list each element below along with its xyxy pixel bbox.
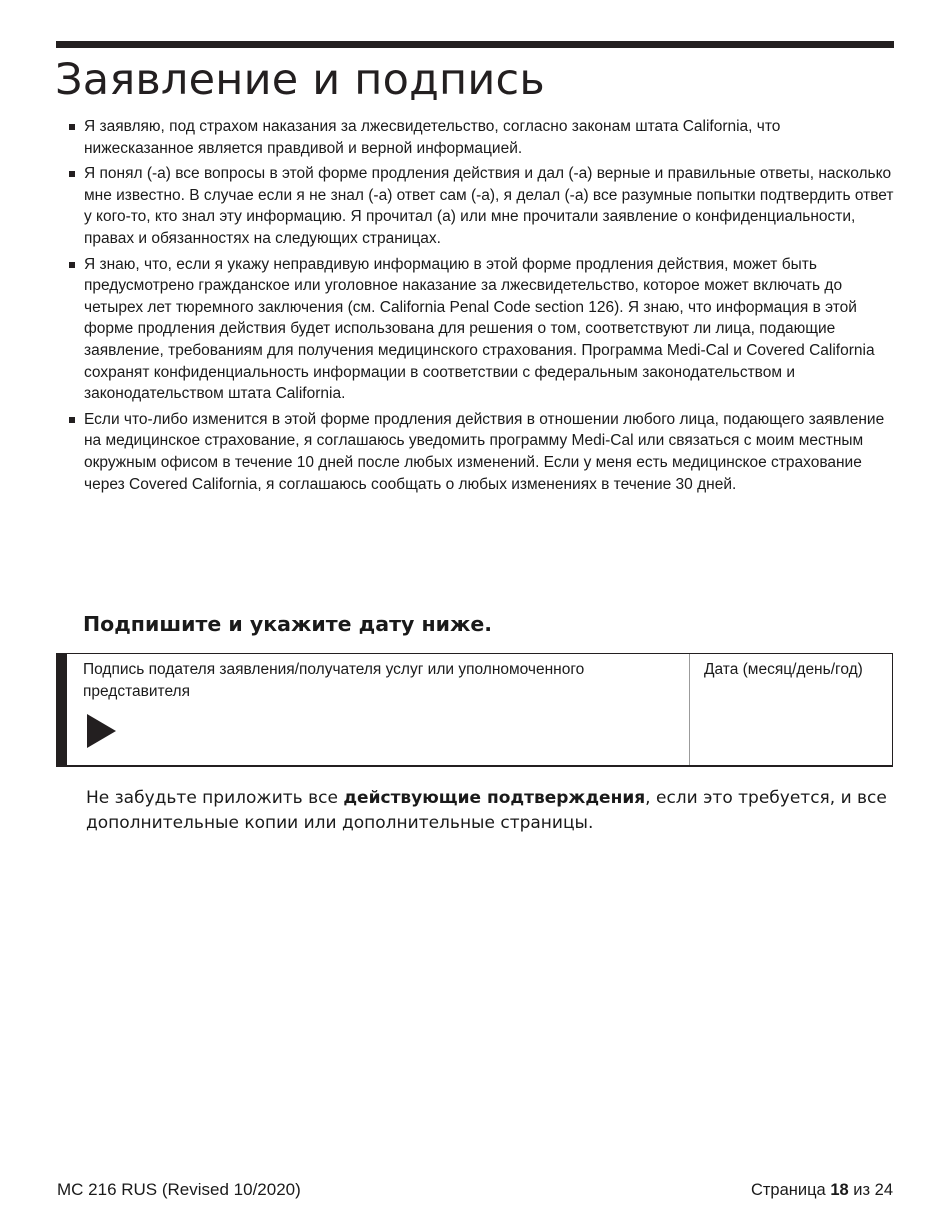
statement-text: Я знаю, что, если я укажу неправдивую информацию в этой форме продления действия, может быть предусмотрено гражданское или уголовное наказание за лжесвидетельство, которое может включать до четырех лет тюремного заключения (см. California Penal Code section 126). Я знаю, что информация в этой форме продления действия будет использована для решения о том, соответствуют ли лица, подающие заявление, требованиям для получения медицинского страхования. Программа Medi-Cal и Covered California сохранят конфиденциальность информации в соответствии с федеральным законодательством и законодательством штата California. [84,255,875,403]
signature-bar [56,654,67,765]
play-arrow-icon [87,714,116,748]
page-title: Заявление и подпись [55,55,545,105]
page-current: 18 [830,1181,849,1199]
signature-label: Подпись подателя заявления/получателя услуг или уполномоченного представителя [83,661,585,700]
sign-heading: Подпишите и укажите дату ниже. [83,612,493,636]
statement-text: Я понял (-а) все вопросы в этой форме продления действия и дал (-а) верные и правильные ответы, насколько мне известно. В случае если я не знал (-а) ответ сам (-а), я делал (-а) все разумные попытки подтвердить ответ у кого-то, кто знал эту информацию. Я прочитал (а) или мне прочитали заявление о конфиденциальности, правах и обязанностях на следующих страницах. [84,165,894,247]
statement-text: Если что-либо изменится в этой форме продления действия в отношении любого лица, подающего заявление на медицинское страхование, я соглашаюсь уведомить программу Medi-Cal или связаться с моим местным окружным офисом в течение 10 дней после любых изменений. Если у меня есть медицинское страхование через Covered California, я соглашаюсь сообщать о любых изменениях в течение 30 дней. [84,410,885,493]
reminder-text-end: , если это требуется, и все дополнительные копии или дополнительные страницы. [86,788,887,833]
top-rule [56,41,894,48]
reminder-emphasis: действующие подтверждения [343,788,646,808]
bullet-icon [69,171,75,177]
statement-item [68,163,894,249]
statement-list [68,116,894,499]
statement-item [68,409,894,495]
page-total: 24 [874,1181,893,1199]
statement-item [68,254,894,405]
statement-text: Я заявляю, под страхом наказания за лжесвидетельство, согласно законам штата California, что нижесказанное является правдивой и верной информацией. [84,118,781,157]
page-number [751,1179,893,1201]
reminder-text: Не забудьте приложить все [86,788,344,808]
statement-item [68,116,894,159]
bullet-icon [69,262,75,268]
attachment-reminder [86,786,906,836]
page-prefix: Страница [750,1181,831,1199]
form-id: MC 216 RUS (Revised 10/2020) [57,1180,301,1199]
bullet-icon [69,124,75,130]
signature-field[interactable] [67,654,690,765]
signature-box [56,653,893,767]
page-separator: из [848,1181,875,1199]
date-label: Дата (месяц/день/год) [704,661,863,678]
bullet-icon [69,417,75,423]
